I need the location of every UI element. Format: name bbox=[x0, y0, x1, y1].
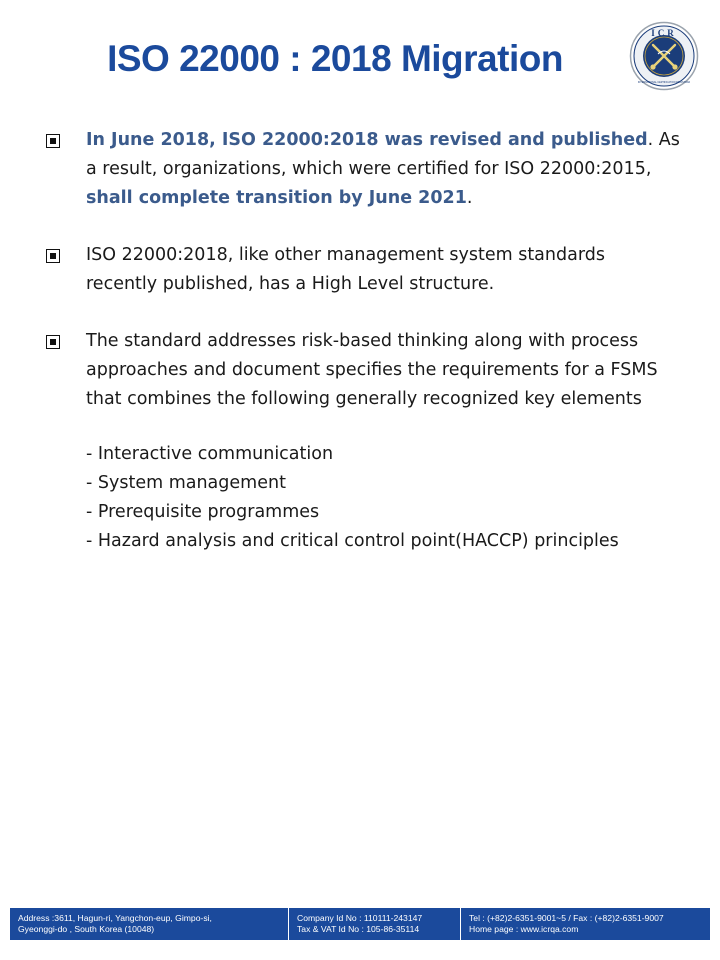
list-item: - Hazard analysis and critical control point(HACCP) principles bbox=[86, 531, 619, 551]
list-item: - Interactive communication bbox=[86, 444, 334, 464]
page-title: ISO 22000 : 2018 Migration bbox=[107, 38, 563, 79]
bullet-text: ISO 22000:2018, like other management system standards recently published, has a High Level structure. bbox=[86, 245, 605, 294]
bullet-square-icon bbox=[46, 335, 60, 349]
bullet-text: The standard addresses risk-based thinking along with process approaches and document specifies the requirements for a FSMS that combines the following generally recognized key elements bbox=[86, 331, 658, 409]
bullet-item bbox=[40, 126, 680, 213]
highlight-text: In June 2018, ISO 22000:2018 was revised and published bbox=[86, 130, 648, 150]
highlight-text: shall complete transition by June 2021 bbox=[86, 188, 467, 208]
icr-seal-logo-icon bbox=[629, 21, 699, 91]
footer-contact bbox=[460, 908, 710, 940]
list-item: - Prerequisite programmes bbox=[86, 502, 320, 522]
address-line: Address :3611, Hagun-ri, Yangchon-eup, Gimpo-si, bbox=[18, 913, 212, 923]
homepage-link[interactable]: Home page : www.icrqa.com bbox=[469, 924, 579, 934]
company-id: Company Id No : 110111-243147 bbox=[297, 913, 423, 923]
bullet-text-block bbox=[86, 327, 680, 556]
logo-ring-text: INTERNATIONAL CERTIFICATION REGISTRAR bbox=[637, 81, 691, 84]
key-elements-list bbox=[86, 440, 680, 556]
body-text: . bbox=[466, 188, 473, 208]
footer-address bbox=[10, 908, 288, 940]
footer-bar bbox=[10, 908, 710, 940]
bullet-square-icon bbox=[46, 134, 60, 148]
body-text: . As a result, organizations, which were certified for ISO 22000:2015, bbox=[86, 130, 680, 179]
footer-ids bbox=[288, 908, 460, 940]
tel-fax: Tel : (+82)2-6351-9001~5 / Fax : (+82)2-6351-9007 bbox=[469, 913, 664, 923]
bullet-text bbox=[86, 126, 680, 213]
tax-id: Tax & VAT Id No : 105-86-35114 bbox=[297, 924, 420, 934]
address-line: Gyeonggi-do , South Korea (10048) bbox=[18, 924, 155, 934]
bullet-item bbox=[40, 241, 680, 299]
list-item: - System management bbox=[86, 473, 286, 493]
logo-text: ICR bbox=[651, 28, 677, 38]
bullet-square-icon bbox=[46, 249, 60, 263]
main-content bbox=[40, 126, 680, 584]
bullet-item bbox=[40, 327, 680, 556]
